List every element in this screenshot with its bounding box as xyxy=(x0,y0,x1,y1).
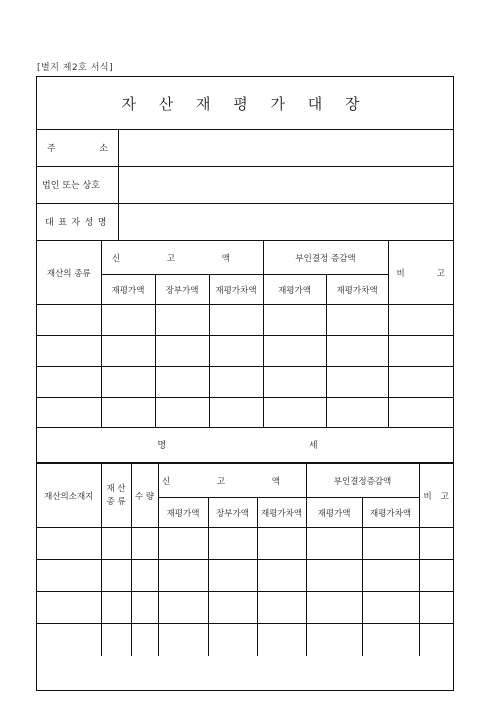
table-row xyxy=(37,305,453,336)
address-row xyxy=(37,129,453,167)
details-table xyxy=(37,463,453,656)
table-row xyxy=(37,367,453,398)
form-number-label: [별지 제2호 서식] xyxy=(37,63,114,73)
table-row xyxy=(37,592,453,624)
book-value-header: 장부가액 xyxy=(155,275,209,305)
declared-amount-header: 신 고 액 xyxy=(158,464,306,498)
asset-revaluation-register-form xyxy=(36,76,454,691)
representative-row xyxy=(37,203,453,241)
revaluation-amount-header: 재평가액 xyxy=(158,498,208,528)
table-row xyxy=(37,528,453,560)
table-row xyxy=(37,560,453,592)
table-row xyxy=(37,624,453,656)
address-label: 주 소 xyxy=(37,129,119,166)
quantity-header: 수 량 xyxy=(131,464,158,528)
denied-adjustment-header: 부인결정증감액 xyxy=(306,464,419,498)
revaluation-diff-header: 재평가차액 xyxy=(257,498,306,528)
representative-label: 대표자성명 xyxy=(37,203,119,240)
details-section-title: 명 세 xyxy=(37,427,453,463)
declared-amount-header: 신 고 액 xyxy=(101,241,263,275)
asset-type-header: 재 산 종 류 xyxy=(101,464,131,528)
denied-revaluation-diff-header: 재평가차액 xyxy=(362,498,419,528)
remark-header: 비 고 xyxy=(388,241,453,305)
table-row xyxy=(37,398,453,428)
revaluation-amount-header: 재평가액 xyxy=(101,275,155,305)
denied-revaluation-amount-header: 재평가액 xyxy=(263,275,326,305)
remark-header: 비 고 xyxy=(419,464,453,528)
denied-adjustment-header: 부인결정 증감액 xyxy=(263,241,388,275)
book-value-header: 장부가액 xyxy=(208,498,257,528)
corp-name-row xyxy=(37,166,453,204)
corp-name-label: 법인 또는 상호 xyxy=(37,166,119,203)
table-row xyxy=(37,336,453,367)
denied-revaluation-diff-header: 재평가차액 xyxy=(326,275,388,305)
asset-type-header: 재산의 종류 xyxy=(37,241,101,305)
revaluation-diff-header: 재평가차액 xyxy=(209,275,263,305)
location-header: 재산의소재지 xyxy=(37,464,101,528)
summary-table xyxy=(37,240,453,428)
form-title: 자 산 재 평 가 대 장 xyxy=(37,77,453,130)
denied-revaluation-amount-header: 재평가액 xyxy=(306,498,362,528)
